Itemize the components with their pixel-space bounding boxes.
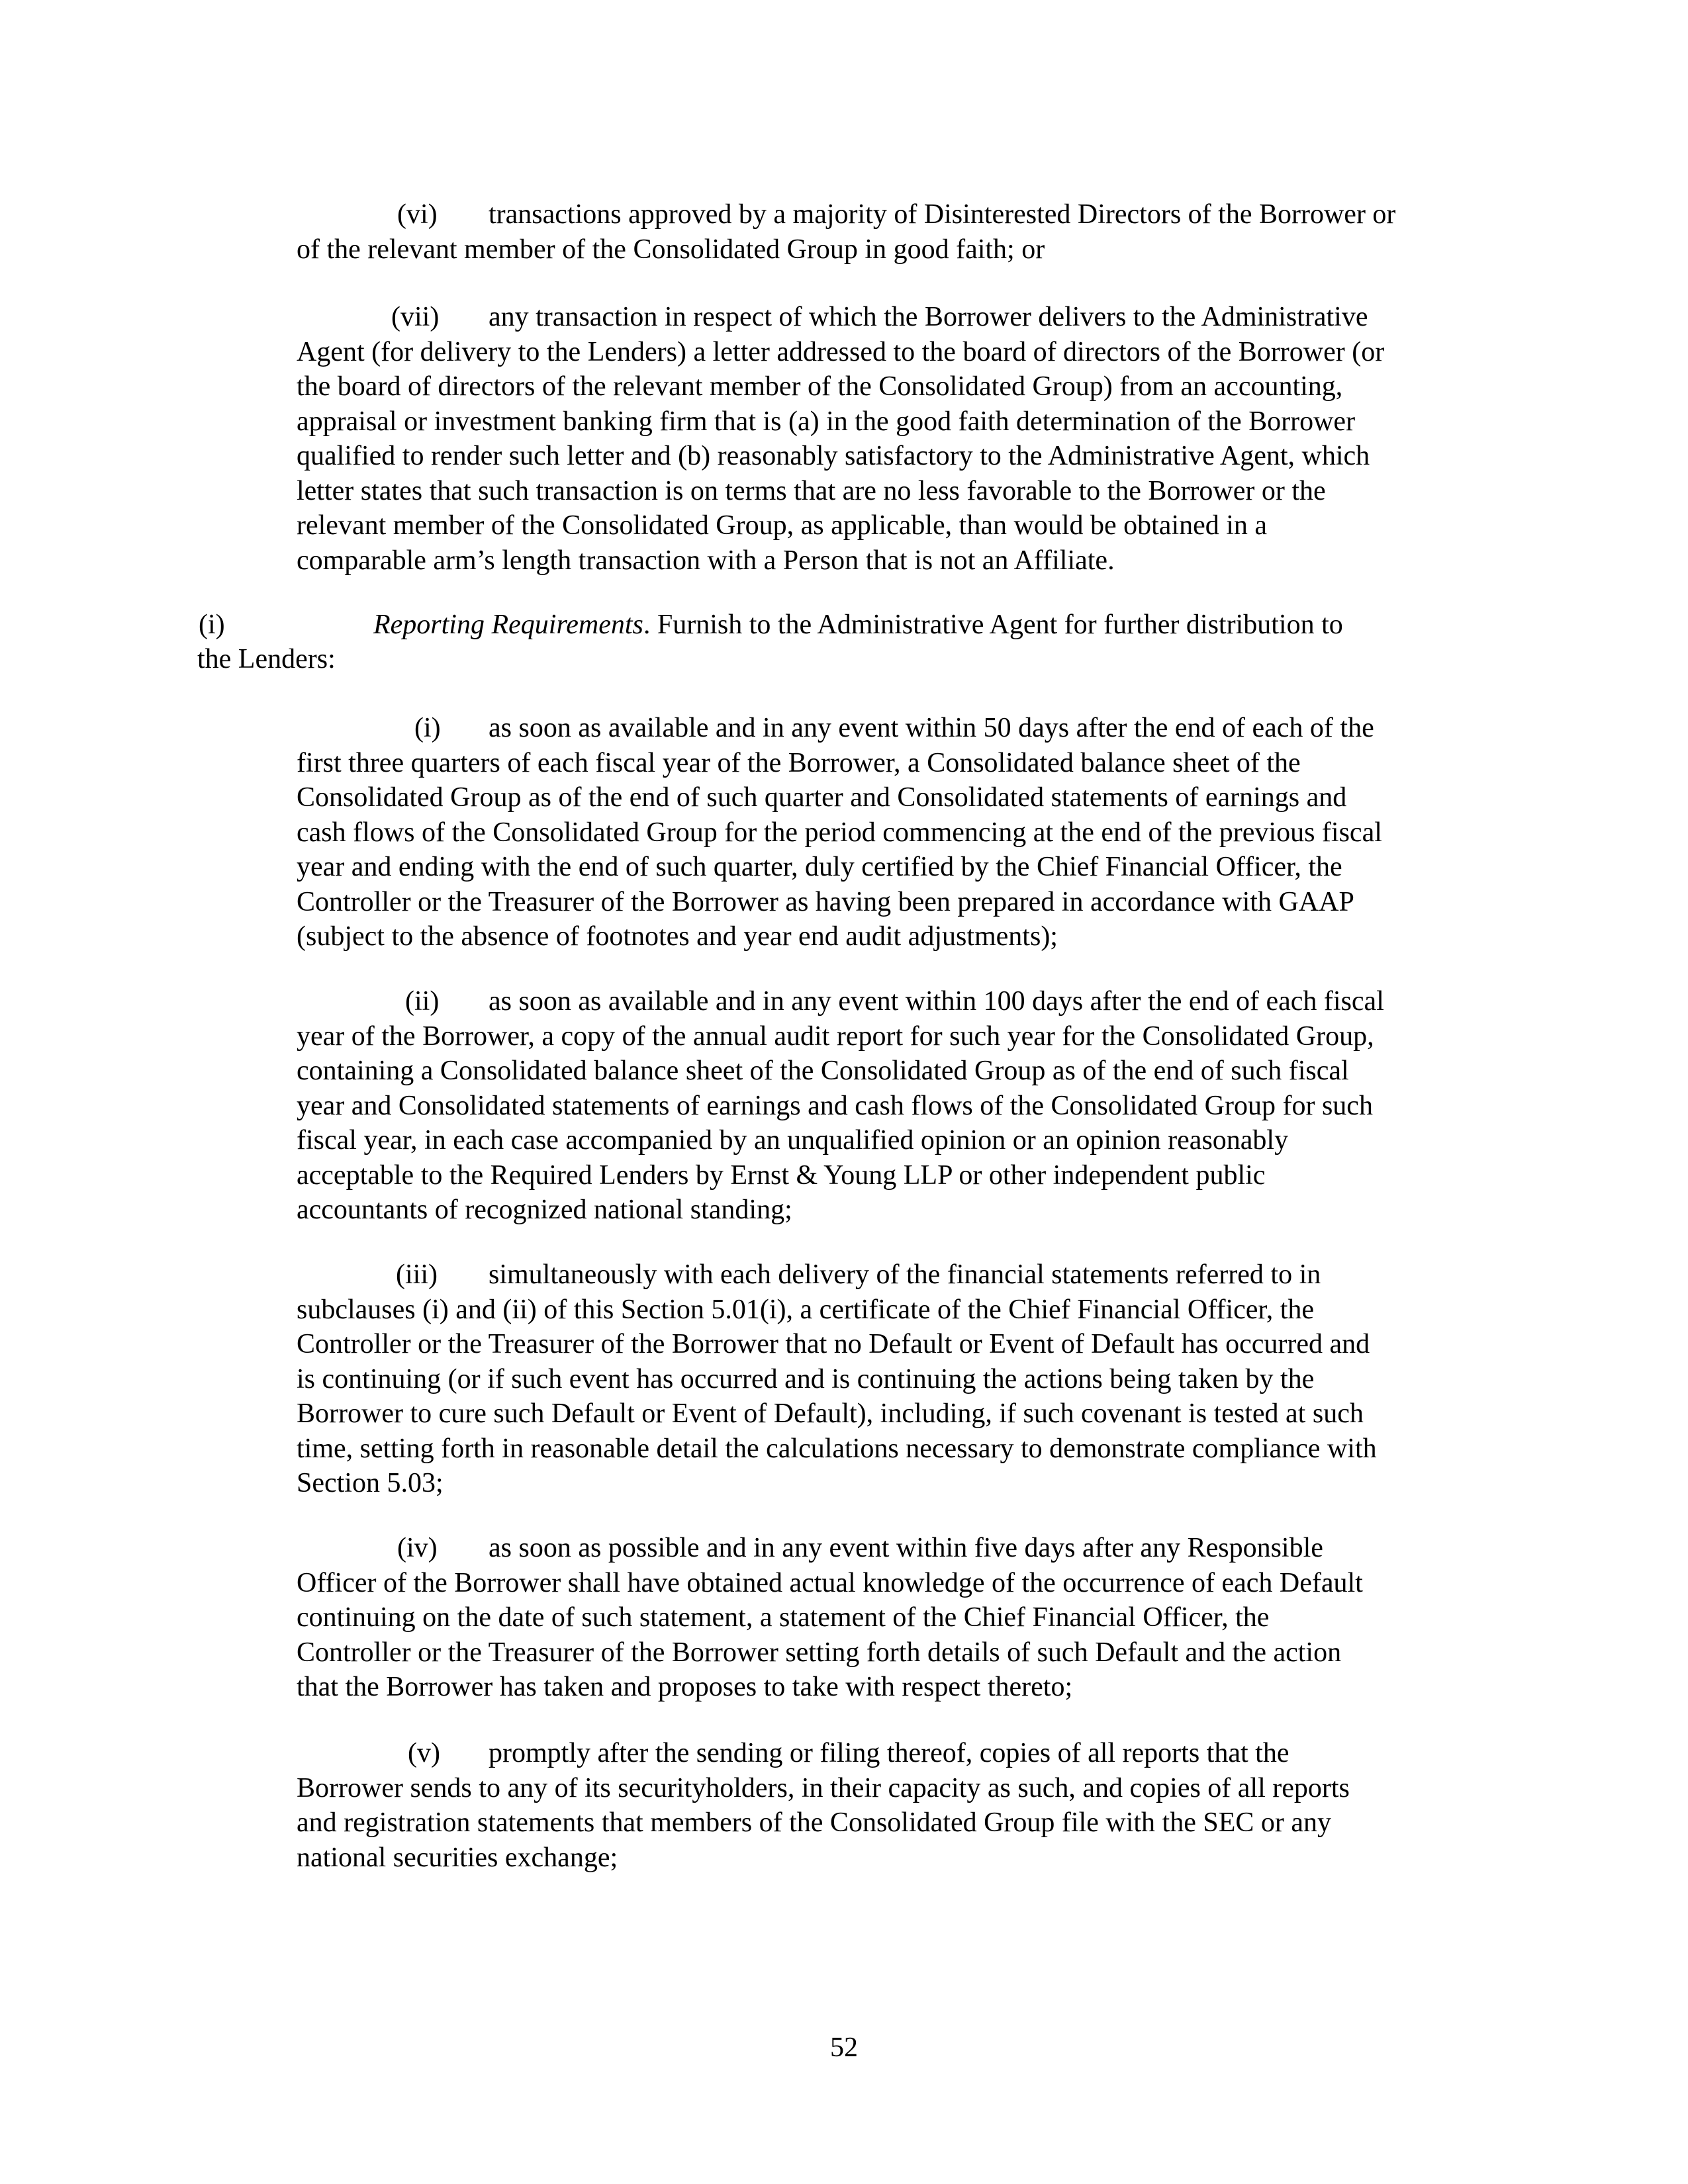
clause-text-line: year and Consolidated statements of earnings and cash flows of the Consolidated Group for such bbox=[297, 1090, 1373, 1121]
clause-text-line: as soon as available and in any event within 100 days after the end of each fiscal bbox=[489, 986, 1384, 1017]
clause-number: (vii) bbox=[391, 302, 440, 332]
clause-number: (iii) bbox=[396, 1259, 438, 1290]
section-text-line: the Lenders: bbox=[197, 644, 336, 674]
section-text-line: . Furnish to the Administrative Agent for further distribution to bbox=[643, 610, 1343, 640]
clause-text-line: year of the Borrower, a copy of the annual audit report for such year for the Consolidated Group, bbox=[297, 1021, 1374, 1052]
clause-text-line: the board of directors of the relevant member of the Consolidated Group) from an accounting, bbox=[297, 371, 1343, 402]
reporting-item-i bbox=[297, 711, 1495, 954]
clause-text-line: year and ending with the end of such quarter, duly certified by the Chief Financial Officer, the bbox=[297, 852, 1342, 882]
clause-text-line: Controller or the Treasurer of the Borrower as having been prepared in accordance with GAAP bbox=[297, 886, 1354, 917]
reporting-item-v bbox=[297, 1736, 1495, 1875]
clause-number: (iv) bbox=[397, 1533, 438, 1563]
clause-text-line: that the Borrower has taken and proposes to take with respect thereto; bbox=[297, 1672, 1073, 1702]
clause-text-line: any transaction in respect of which the Borrower delivers to the Administrative bbox=[489, 302, 1368, 332]
clause-vi bbox=[297, 197, 1495, 267]
reporting-item-ii bbox=[297, 984, 1495, 1228]
page-number: 52 bbox=[830, 2032, 858, 2063]
clause-text-line: relevant member of the Consolidated Group, as applicable, than would be obtained in a bbox=[297, 510, 1268, 541]
clause-text-line: as soon as possible and in any event within five days after any Responsible bbox=[489, 1533, 1323, 1563]
clause-text-line: promptly after the sending or filing thereof, copies of all reports that the bbox=[489, 1738, 1289, 1768]
section-heading: Reporting Requirements bbox=[373, 610, 643, 640]
clause-text-line: continuing on the date of such statement, a statement of the Chief Financial Officer, the bbox=[297, 1602, 1270, 1633]
clause-text-line: Consolidated Group as of the end of such quarter and Consolidated statements of earnings and bbox=[297, 782, 1347, 813]
clause-text-line: qualified to render such letter and (b) reasonably satisfactory to the Administrative Agent, which bbox=[297, 441, 1370, 471]
clause-text-line: simultaneously with each delivery of the financial statements referred to in bbox=[489, 1259, 1321, 1290]
clause-number: (i) bbox=[414, 713, 441, 743]
clause-vii bbox=[297, 300, 1495, 578]
clause-text-line: Controller or the Treasurer of the Borrower setting forth details of such Default and the action bbox=[297, 1637, 1342, 1668]
clause-text-line: is continuing (or if such event has occurred and is continuing the actions being taken by the bbox=[297, 1363, 1315, 1394]
clause-text-line: Officer of the Borrower shall have obtained actual knowledge of the occurrence of each Default bbox=[297, 1567, 1363, 1598]
clause-text-line: as soon as available and in any event within 50 days after the end of each of the bbox=[489, 713, 1374, 743]
clause-text-line: Section 5.03; bbox=[297, 1468, 444, 1498]
section-reporting-requirements bbox=[199, 608, 1496, 643]
clause-text-line: transactions approved by a majority of Disinterested Directors of the Borrower or bbox=[489, 199, 1396, 230]
clause-text-line: appraisal or investment banking firm that is (a) in the good faith determination of the Borrower bbox=[297, 406, 1356, 437]
clause-number: (v) bbox=[408, 1738, 440, 1768]
clause-text-line: letter states that such transaction is on terms that are no less favorable to the Borrower or the bbox=[297, 475, 1326, 506]
clause-text-line: comparable arm’s length transaction with a Person that is not an Affiliate. bbox=[297, 545, 1115, 576]
clause-number: (ii) bbox=[405, 986, 440, 1017]
clause-text-line: cash flows of the Consolidated Group for the period commencing at the end of the previous fiscal bbox=[297, 817, 1382, 848]
clause-text-line: accountants of recognized national standing; bbox=[297, 1195, 792, 1225]
clause-number: (vi) bbox=[397, 199, 438, 230]
clause-text-line: and registration statements that members of the Consolidated Group file with the SEC or any bbox=[297, 1807, 1332, 1838]
clause-text-line: Controller or the Treasurer of the Borrower that no Default or Event of Default has occurred and bbox=[297, 1329, 1370, 1359]
clause-text-line: time, setting forth in reasonable detail the calculations necessary to demonstrate compliance with bbox=[297, 1433, 1377, 1464]
section-number: (i) bbox=[199, 610, 225, 640]
clause-text-line: Agent (for delivery to the Lenders) a letter addressed to the board of directors of the Borrower (or bbox=[297, 336, 1385, 367]
clause-text-line: Borrower sends to any of its securityholders, in their capacity as such, and copies of all reports bbox=[297, 1772, 1350, 1803]
clause-text-line: first three quarters of each fiscal year of the Borrower, a Consolidated balance sheet of the bbox=[297, 747, 1301, 778]
reporting-item-iv bbox=[297, 1531, 1495, 1705]
clause-text-line: national securities exchange; bbox=[297, 1842, 618, 1873]
clause-text-line: containing a Consolidated balance sheet of the Consolidated Group as of the end of such fiscal bbox=[297, 1056, 1349, 1086]
clause-text-line: of the relevant member of the Consolidated Group in good faith; or bbox=[297, 234, 1045, 265]
clause-text-line: Borrower to cure such Default or Event of Default), including, if such covenant is tested at such bbox=[297, 1398, 1364, 1429]
clause-text-line: subclauses (i) and (ii) of this Section 5.01(i), a certificate of the Chief Financial Officer, the bbox=[297, 1294, 1315, 1325]
clause-text-line: acceptable to the Required Lenders by Ernst & Young LLP or other independent public bbox=[297, 1160, 1266, 1191]
clause-text-line: fiscal year, in each case accompanied by an unqualified opinion or an opinion reasonably bbox=[297, 1125, 1289, 1156]
clause-text-line: (subject to the absence of footnotes and year end audit adjustments); bbox=[297, 921, 1058, 952]
reporting-item-iii bbox=[297, 1257, 1495, 1501]
